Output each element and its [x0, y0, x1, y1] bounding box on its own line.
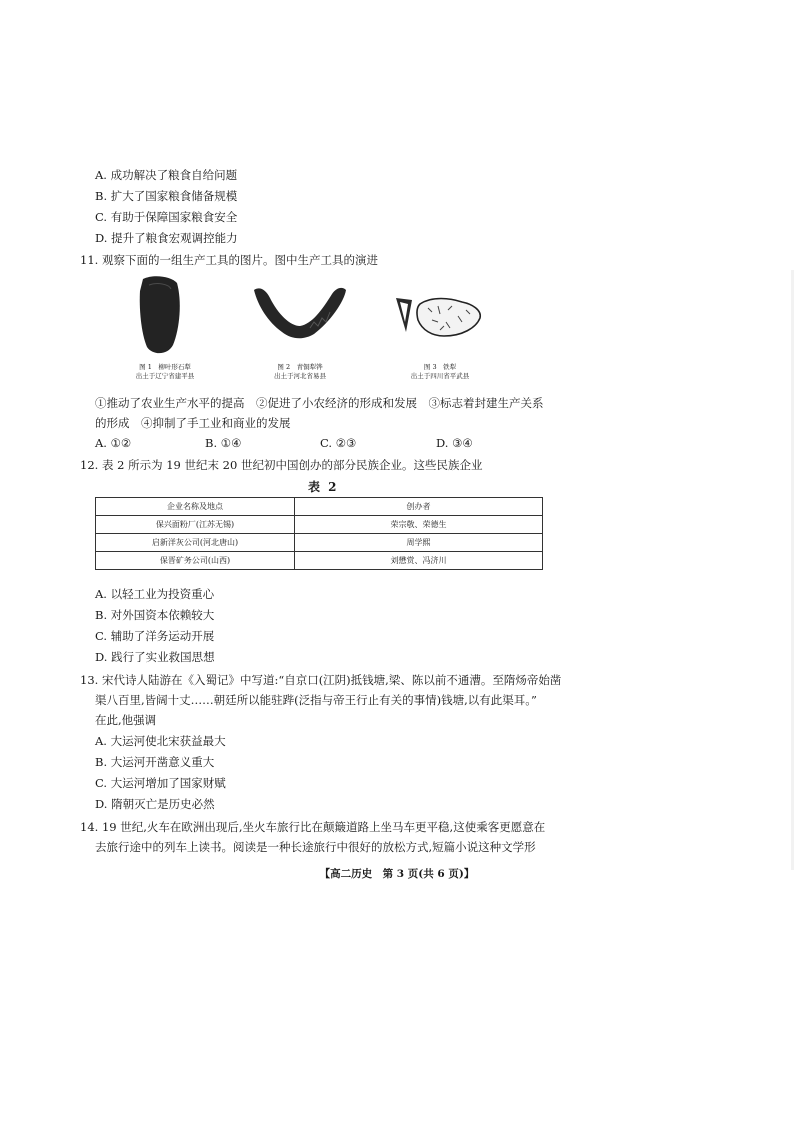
q13-line3: 在此,他强调	[95, 713, 157, 727]
table-title: 表 2	[308, 480, 339, 494]
fig2-origin: 出土于河北省易县	[274, 372, 326, 380]
q13-option-d: D. 隋朝灭亡是历史必然	[95, 797, 215, 811]
enterprise-table	[95, 497, 543, 570]
q13-line1: 13. 宋代诗人陆游在《入蜀记》中写道:“自京口(江阴)抵钱塘,梁、陈以前不通漕。至隋炀帝始凿	[80, 673, 562, 687]
q10-option-b: B. 扩大了国家粮食储备规模	[95, 189, 238, 203]
q11-option-d: D. ③④	[436, 436, 473, 450]
q14-line1: 14. 19 世纪,火车在欧洲出现后,坐火车旅行比在颠簸道路上坐马车更平稳,这使乘客更愿意在	[80, 820, 546, 834]
q13-option-b: B. 大运河开凿意义重大	[95, 755, 215, 769]
q10-option-a: A. 成功解决了粮食自给问题	[95, 168, 238, 182]
q11-option-a: A. ①②	[95, 436, 132, 450]
fig1-origin: 出土于辽宁省建平县	[135, 372, 195, 380]
fig3-caption: 图 3 铁犁	[423, 363, 457, 371]
q13-line2: 渠八百里,皆阔十丈……朝廷所以能驻跸(泛指与帝王行止有关的事情)钱塘,以有此渠耳。”	[95, 693, 537, 707]
q14-line2: 去旅行途中的列车上读书。阅读是一种长途旅行中很好的放松方式,短篇小说这种文学形	[95, 840, 536, 854]
fig2-caption: 图 2 青铜犁铧	[277, 363, 323, 371]
fig1-caption: 图 1 柳叶形石犁	[139, 363, 191, 371]
page-footer: 【高二历史 第 3 页(共 6 页)】	[319, 868, 475, 880]
q12-stem: 12. 表 2 所示为 19 世纪末 20 世纪初中国创办的部分民族企业。这些民族企业	[80, 458, 483, 472]
table-cell: 保兴面粉厂(江苏无锡)	[96, 516, 295, 534]
table-cell: 周学熙	[295, 534, 543, 552]
bronze-ploughshare-image	[250, 282, 350, 342]
table-header-row	[96, 498, 543, 516]
q12-option-d: D. 践行了实业救国思想	[95, 650, 215, 664]
table-row	[96, 516, 543, 534]
q11-option-c: C. ②③	[320, 436, 357, 450]
q13-option-c: C. 大运河增加了国家财赋	[95, 776, 226, 790]
q12-option-b: B. 对外国资本依赖较大	[95, 608, 215, 622]
q11-stem: 11. 观察下面的一组生产工具的图片。图中生产工具的演进	[80, 253, 378, 267]
table-cell: 启新洋灰公司(河北唐山)	[96, 534, 295, 552]
q10-option-d: D. 提升了粮食宏观调控能力	[95, 231, 238, 245]
fig3-origin: 出土于四川省平武县	[410, 372, 470, 380]
q11-option-b: B. ①④	[205, 436, 242, 450]
iron-plough-image	[392, 292, 487, 342]
q13-option-a: A. 大运河使北宋获益最大	[95, 734, 226, 748]
table-cell: 荣宗敬、荣德生	[295, 516, 543, 534]
q12-option-a: A. 以轻工业为投资重心	[95, 587, 215, 601]
table-cell: 刘懋赏、冯济川	[295, 552, 543, 570]
table-row	[96, 534, 543, 552]
table-row	[96, 552, 543, 570]
q12-option-c: C. 辅助了洋务运动开展	[95, 629, 215, 643]
table-cell: 保晋矿务公司(山西)	[96, 552, 295, 570]
q11-statements-line1: ①推动了农业生产水平的提高 ②促进了小农经济的形成和发展 ③标志着封建生产关系	[95, 396, 544, 410]
table-header-founder: 创办者	[295, 498, 543, 516]
q10-option-c: C. 有助于保障国家粮食安全	[95, 210, 238, 224]
stone-plough-image	[135, 273, 185, 358]
q11-statements-line2: 的形成 ④抑制了手工业和商业的发展	[95, 416, 291, 430]
table-header-name: 企业名称及地点	[96, 498, 295, 516]
